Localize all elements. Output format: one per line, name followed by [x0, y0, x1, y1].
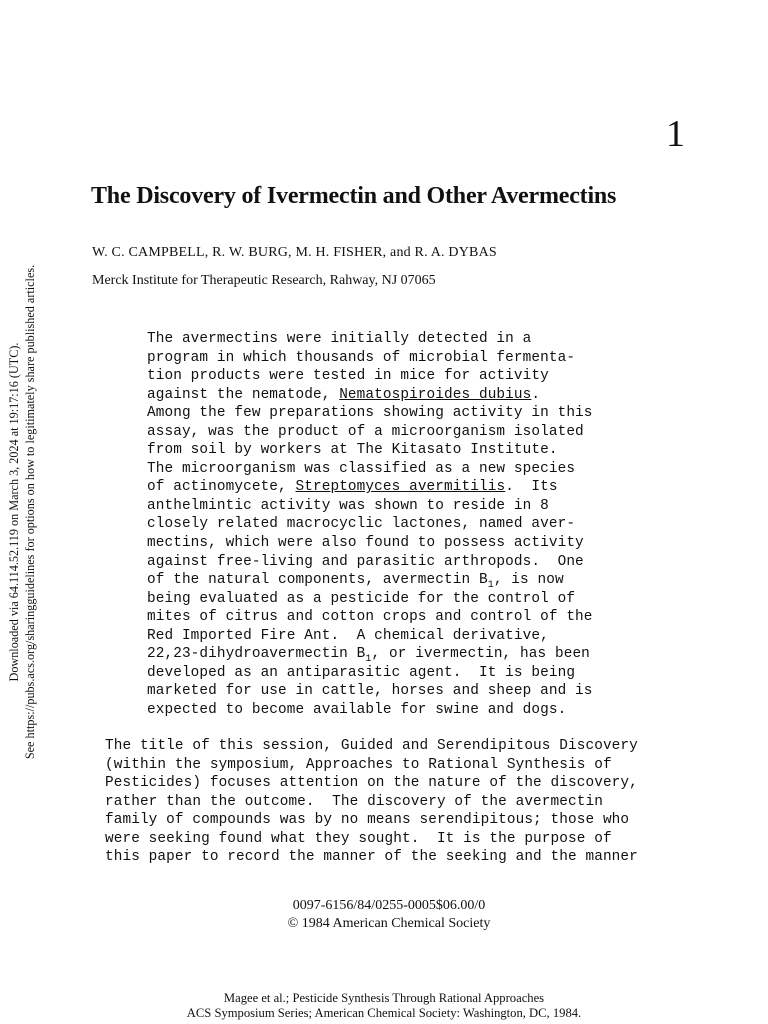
affiliation: Merck Institute for Therapeutic Research, Rahway, NJ 07065	[92, 273, 436, 288]
body-text	[105, 737, 675, 867]
body-line: (within the symposium, Approaches to Rational Synthesis of	[105, 756, 612, 773]
abstract-line	[147, 367, 647, 386]
body-line: family of compounds was by no means serendipitous; those who	[105, 812, 630, 829]
author-list: W. C. CAMPBELL, R. W. BURG, M. H. FISHER, and R. A. DYBAS	[92, 245, 497, 260]
abstract-line	[147, 515, 647, 534]
abstract-line	[147, 441, 647, 460]
text-run: of the natural components, avermectin B	[147, 572, 488, 589]
text-run: closely related macrocyclic lactones, named aver-	[147, 516, 576, 533]
abstract-line	[147, 386, 647, 405]
abstract-line	[147, 645, 647, 664]
citation-line-2: ACS Symposium Series; American Chemical Society: Washington, DC, 1984.	[186, 1006, 582, 1020]
text-run: against the nematode,	[147, 386, 340, 403]
abstract-line	[147, 571, 647, 590]
text-run: tion products were tested in mice for activity	[147, 368, 549, 385]
text-run: 22,23-dihydroavermectin B	[147, 646, 366, 663]
copyright-notice: © 1984 American Chemical Society	[287, 916, 491, 931]
text-run: being evaluated as a pesticide for the control of	[147, 590, 576, 607]
abstract-line	[147, 330, 647, 349]
abstract-line	[147, 478, 647, 497]
download-sidebar	[7, 252, 38, 772]
chapter-number: 1	[666, 113, 685, 155]
abstract-line	[147, 423, 647, 442]
text-run: anthelmintic activity was shown to reside in 8	[147, 497, 549, 514]
text-run: developed as an antiparasitic agent. It is being	[147, 664, 576, 681]
text-run: Red Imported Fire Ant. A chemical derivative,	[147, 627, 549, 644]
abstract-line	[147, 553, 647, 572]
abstract	[147, 330, 647, 719]
text-run: marketed for use in cattle, horses and sheep and is	[147, 683, 593, 700]
abstract-line	[147, 701, 647, 720]
text-run: Among the few preparations showing activity in this	[147, 405, 593, 422]
abstract-line	[147, 608, 647, 627]
text-run: The avermectins were initially detected in a	[147, 331, 532, 347]
body-line: The title of this session, Guided and Serendipitous Discovery	[105, 738, 638, 754]
paper-title: The Discovery of Ivermectin and Other Avermectins	[91, 183, 617, 209]
subscript: 1	[365, 654, 372, 666]
abstract-line	[147, 664, 647, 683]
citation-line-1: Magee et al.; Pesticide Synthesis Through Rational Approaches	[223, 991, 545, 1005]
subscript: 1	[487, 579, 494, 591]
abstract-line	[147, 534, 647, 553]
citation-footer	[0, 991, 768, 1021]
copyright-block	[0, 897, 768, 933]
abstract-line	[147, 349, 647, 368]
species-name: Nematospiroides dubius	[339, 386, 532, 403]
text-run: , or ivermectin, has been	[371, 646, 590, 663]
sharing-guidelines-link[interactable]: See https://pubs.acs.org/sharingguidelines for options on how to legitimately share published articles.	[22, 264, 37, 760]
abstract-line	[147, 460, 647, 479]
abstract-line	[147, 497, 647, 516]
body-line: rather than the outcome. The discovery of the avermectin	[105, 793, 603, 810]
copyright-code: 0097-6156/84/0255-0005$06.00/0	[292, 898, 486, 913]
abstract-line	[147, 627, 647, 646]
body-line: were seeking found what they sought. It is the purpose of	[105, 830, 612, 847]
text-run: The microorganism was classified as a new species	[147, 460, 576, 477]
text-run: . Its	[505, 479, 558, 496]
text-run: , is now	[493, 572, 564, 589]
text-run: expected to become available for swine and dogs.	[147, 701, 567, 718]
text-run: against free-living and parasitic arthropods. One	[147, 553, 584, 570]
text-run: program in which thousands of microbial fermenta-	[147, 349, 576, 366]
text-run: assay, was the product of a microorganism isolated	[147, 423, 584, 440]
abstract-line	[147, 682, 647, 701]
text-run: from soil by workers at The Kitasato Institute.	[147, 442, 558, 459]
text-run: of actinomycete,	[147, 479, 296, 496]
text-run: mectins, which were also found to possess activity	[147, 535, 584, 552]
abstract-line	[147, 404, 647, 423]
body-line: Pesticides) focuses attention on the nature of the discovery,	[105, 775, 638, 792]
body-line: this paper to record the manner of the seeking and the manner	[105, 849, 638, 866]
text-run: mites of citrus and cotton crops and control of the	[147, 609, 593, 626]
species-name: Streptomyces avermitilis	[295, 479, 506, 496]
text-run: .	[531, 386, 541, 403]
download-info: Downloaded via 64.114.52.119 on March 3, 2024 at 19:17:16 (UTC).	[7, 342, 21, 682]
abstract-line	[147, 590, 647, 609]
